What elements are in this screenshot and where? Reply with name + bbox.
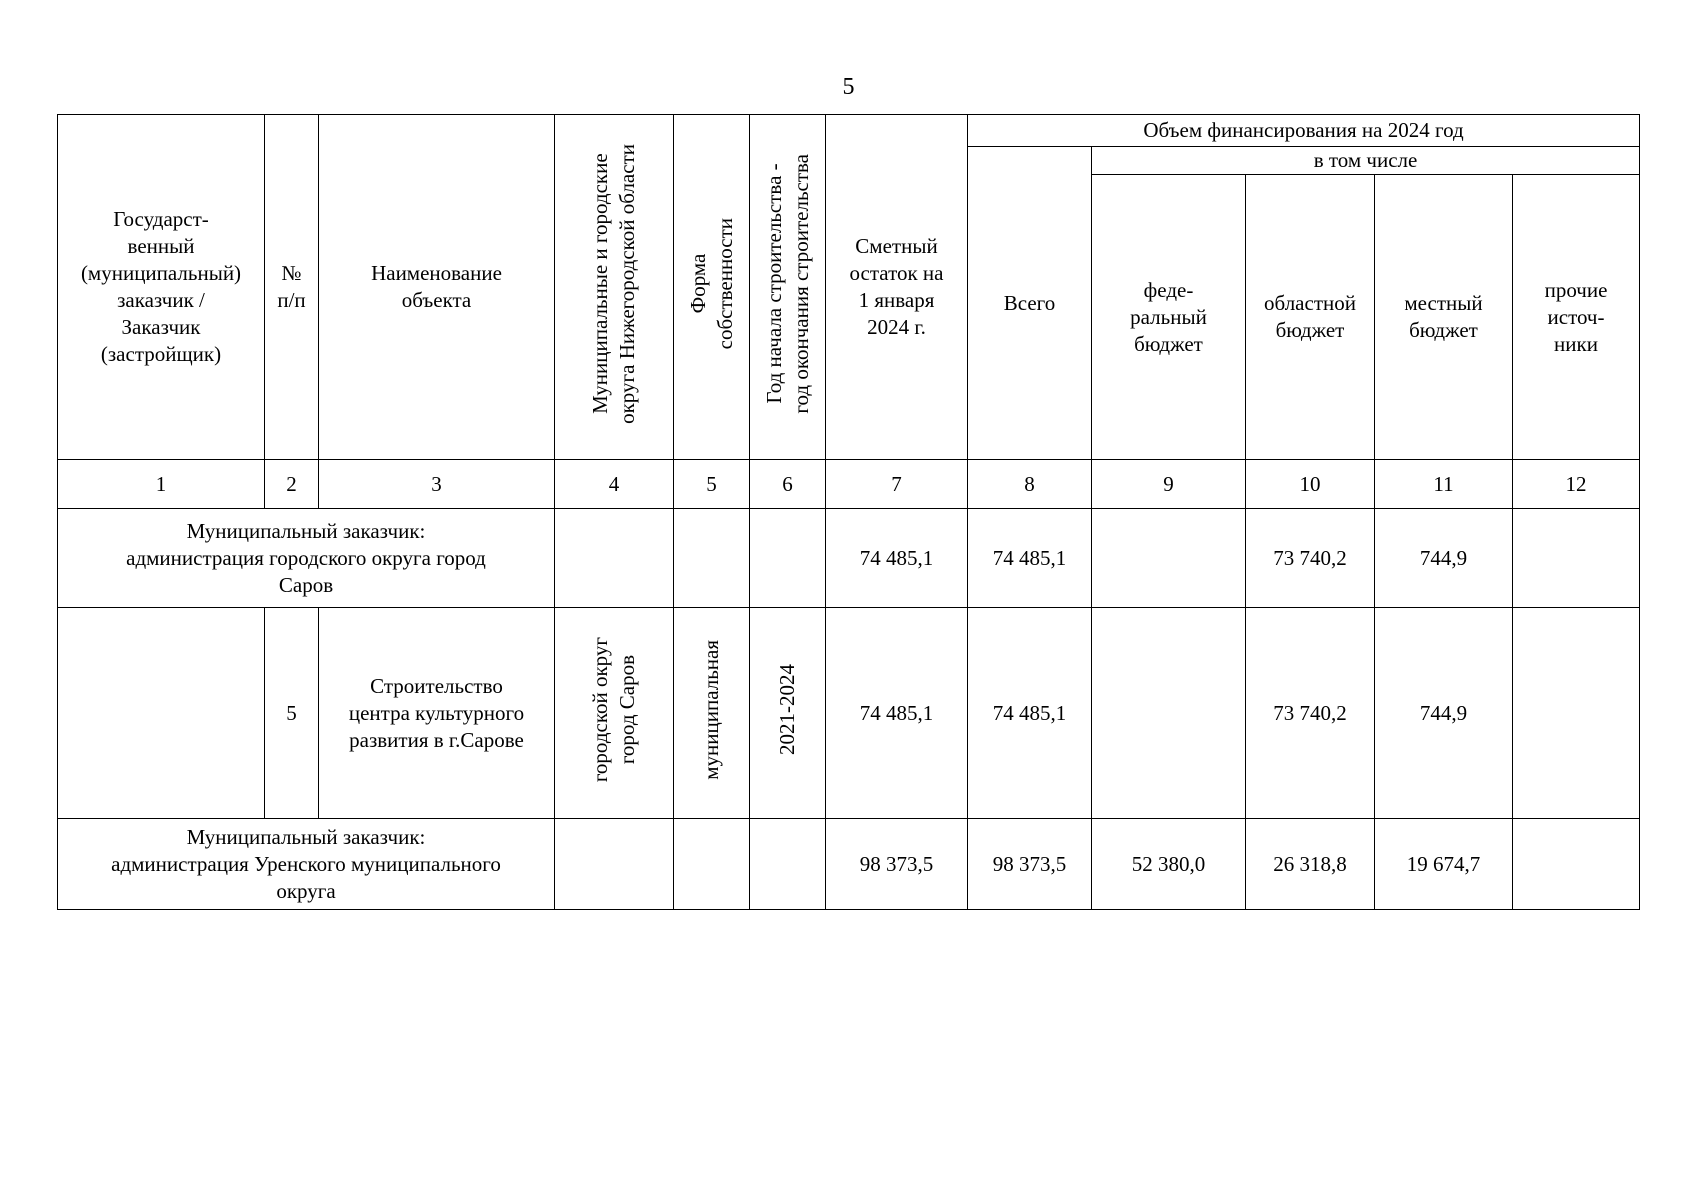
remainder-value: 74 485,1 [826,509,968,608]
other-value [1513,819,1640,910]
customer-row [58,819,1640,910]
regional-value: 73 740,2 [1246,608,1375,819]
column-number: 10 [1246,460,1375,509]
empty-cell [58,608,265,819]
page-number: 5 [842,74,855,100]
other-value [1513,509,1640,608]
column-number-row [58,460,1640,509]
header-municipality [555,115,674,460]
total-value: 74 485,1 [968,608,1092,819]
header-object-name: Наименование объекта [319,115,555,460]
federal-value: 52 380,0 [1092,819,1246,910]
empty-cell [750,509,826,608]
local-value: 744,9 [1375,509,1513,608]
column-number: 7 [826,460,968,509]
federal-value [1092,509,1246,608]
column-number: 9 [1092,460,1246,509]
federal-value [1092,608,1246,819]
total-value: 74 485,1 [968,509,1092,608]
remainder-value: 98 373,5 [826,819,968,910]
header-other: прочие источ- ники [1513,175,1640,460]
empty-cell [750,819,826,910]
customer-name: Муниципальный заказчик: администрация городского округа город Саров [58,509,555,608]
column-number: 4 [555,460,674,509]
total-value: 98 373,5 [968,819,1092,910]
header-total: Всего [968,147,1092,460]
header-financing: Объем финансирования на 2024 год [968,115,1640,147]
regional-value: 26 318,8 [1246,819,1375,910]
financing-table [57,114,1640,910]
remainder-value: 74 485,1 [826,608,968,819]
header-municipality-text: Муниципальные и городские округа Нижегородской области [588,143,639,424]
empty-cell [555,819,674,910]
empty-cell [674,819,750,910]
object-municipality [555,608,674,819]
other-value [1513,608,1640,819]
header-remainder: Сметный остаток на 1 января 2024 г. [826,115,968,460]
object-num: 5 [265,608,319,819]
object-years [750,608,826,819]
customer-row [58,509,1640,608]
header-years-text: Год начала строительства - год окончания строительства [761,153,813,414]
empty-cell [674,509,750,608]
column-number: 3 [319,460,555,509]
object-years-text: 2021-2024 [775,664,799,755]
column-number: 5 [674,460,750,509]
header-customer: Государст- венный (муниципальный) заказчик / Заказчик (застройщик) [58,115,265,460]
header-local: местный бюджет [1375,175,1513,460]
object-name: Строительство центра культурного развития в г.Сарове [319,608,555,819]
column-number: 6 [750,460,826,509]
header-ownership [674,115,750,460]
column-number: 12 [1513,460,1640,509]
column-number: 2 [265,460,319,509]
column-number: 11 [1375,460,1513,509]
column-number: 8 [968,460,1092,509]
header-regional: областной бюджет [1246,175,1375,460]
local-value: 19 674,7 [1375,819,1513,910]
object-row [58,608,1640,819]
object-ownership [674,608,750,819]
object-ownership-text: муниципальная [699,639,723,780]
column-number: 1 [58,460,265,509]
header-ownership-text: Форма собственности [685,217,737,350]
local-value: 744,9 [1375,608,1513,819]
object-municipality-text: городской округ город Саров [588,636,639,783]
header-num: № п/п [265,115,319,460]
header-years [750,115,826,460]
customer-name: Муниципальный заказчик: администрация Уренского муниципального округа [58,819,555,910]
regional-value: 73 740,2 [1246,509,1375,608]
header-federal: феде- ральный бюджет [1092,175,1246,460]
header-including: в том числе [1092,147,1640,175]
empty-cell [555,509,674,608]
header-row [58,115,1640,147]
